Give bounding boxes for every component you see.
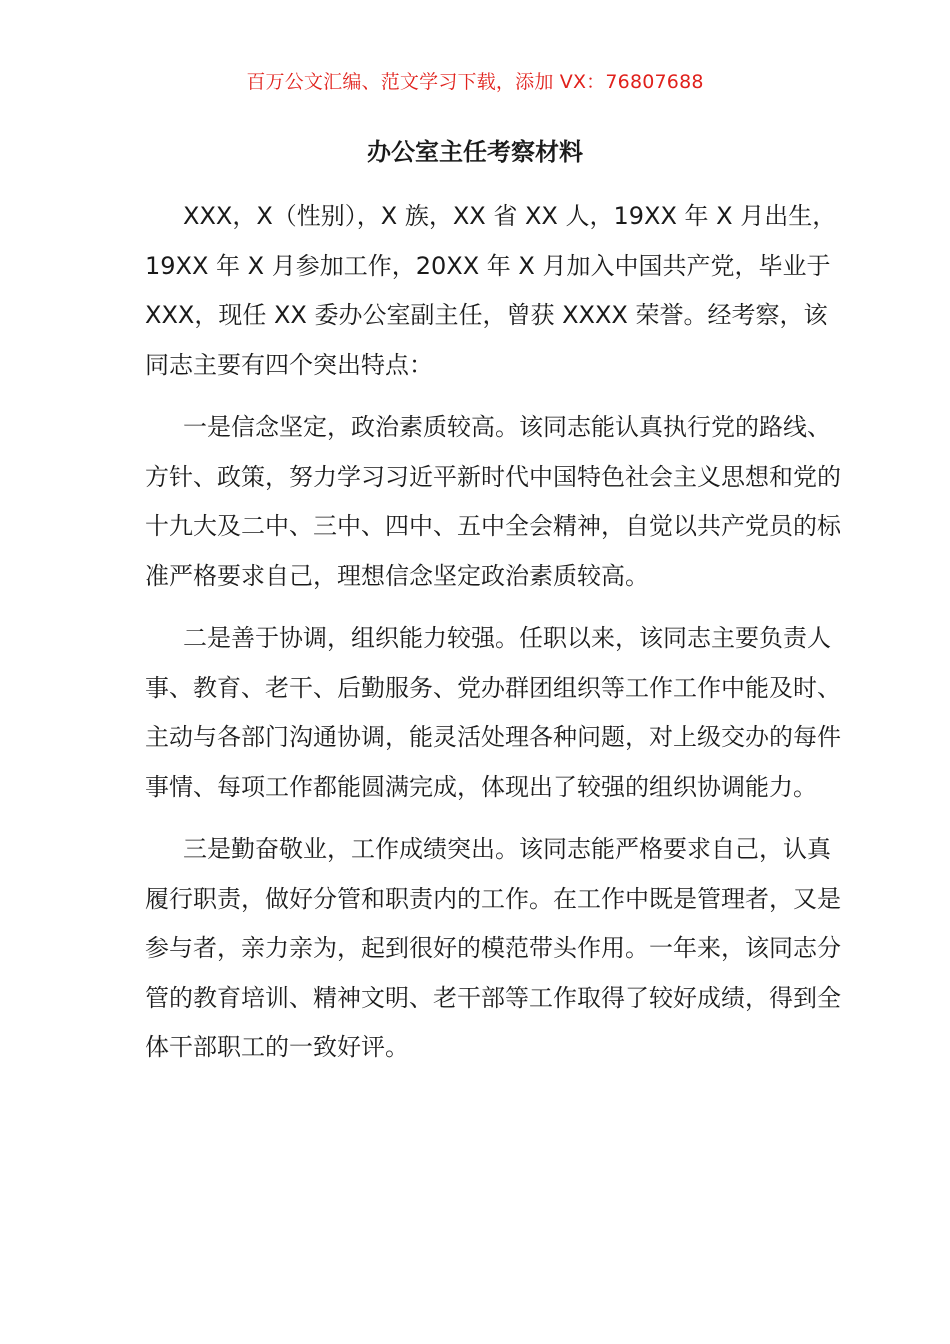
header-banner: 百万公文汇编、范文学习下载，添加 VX：76807688 bbox=[246, 71, 704, 93]
paragraph-point-1: 一是信念坚定，政治素质较高。该同志能认真执行党的路线、方针、政策，努力学习习近平新时代中国特色社会主义思想和党的十九大及二中、三中、四中、五中全会精神，自觉以共产党员的标准严格要求自己，理想信念坚定政治素质较高。 bbox=[145, 413, 841, 590]
paragraph-point-2: 二是善于协调，组织能力较强。任职以来，该同志主要负责人事、教育、老干、后勤服务、党办群团组织等工作工作中能及时、主动与各部门沟通协调，能灵活处理各种问题，对上级交办的每件事情、每项工作都能圆满完成，体现出了较强的组织协调能力。 bbox=[145, 624, 841, 801]
paragraph-intro: XXX，X（性别），X 族，XX 省 XX 人，19XX 年 X 月出生，19XX 年 X 月参加工作，20XX 年 X 月加入中国共产党，毕业于 XXX，现任 XX 委办公室副主任，曾获 XXXX 荣誉。经考察，该同志主要有四个突出特点： bbox=[145, 202, 837, 379]
paragraph-point-3: 三是勤奋敬业，工作成绩突出。该同志能严格要求自己，认真履行职责，做好分管和职责内的工作。在工作中既是管理者，又是参与者，亲力亲为，起到很好的模范带头作用。一年来，该同志分管的教育培训、精神文明、老干部等工作取得了较好成绩，得到全体干部职工的一致好评。 bbox=[145, 835, 841, 1061]
document-title: 办公室主任考察材料 bbox=[367, 138, 583, 166]
document-body bbox=[145, 192, 845, 1073]
